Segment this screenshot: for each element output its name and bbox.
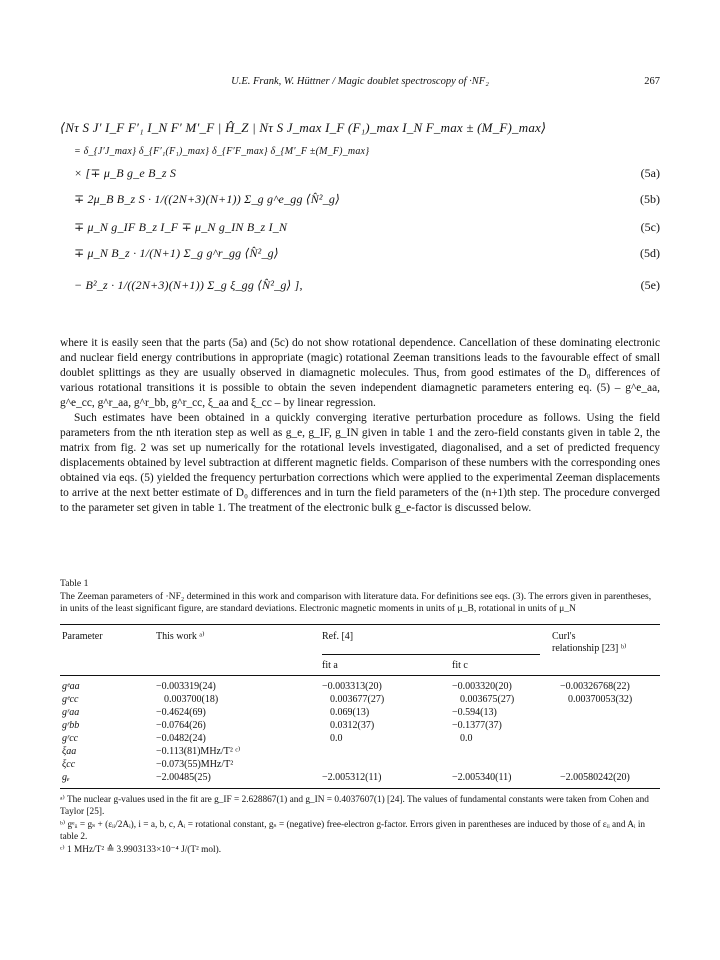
equation-5e: − B²_z · 1/((2N+3)(N+1)) Σ_g ξ_gg ⟨N̂²_g⟩ ], (5e) bbox=[74, 278, 660, 292]
table-cell: −2.00485(25) bbox=[156, 772, 211, 783]
table-cell: −0.0764(26) bbox=[156, 720, 206, 731]
table-bottom-rule bbox=[60, 788, 660, 789]
header-rule bbox=[60, 675, 660, 676]
table-cell-param: gᵉcc bbox=[62, 694, 79, 705]
table-cell: −0.0482(24) bbox=[156, 733, 206, 744]
table-cell-param: ξaa bbox=[62, 746, 77, 757]
equation-5a: × [∓ μ_B g_e B_z S (5a) bbox=[74, 166, 660, 180]
table-caption bbox=[60, 578, 660, 616]
ref-spanner-rule bbox=[322, 654, 540, 655]
table-cell: −0.003320(20) bbox=[452, 681, 512, 692]
table-cell: 0.003677(27) bbox=[330, 694, 385, 705]
header-fit-c: fit c bbox=[452, 660, 468, 671]
table-cell-param: gʳcc bbox=[62, 733, 79, 744]
equation-5c: ∓ μ_N g_IF B_z I_F ∓ μ_N g_IN B_z I_N (5c) bbox=[74, 220, 660, 234]
running-title: U.E. Frank, W. Hüttner / Magic doublet spectroscopy of ·NF₂ bbox=[231, 76, 489, 87]
table-cell-param: gᵉaa bbox=[62, 681, 80, 692]
table-cell-param: gₑ bbox=[62, 772, 70, 783]
table-footnotes bbox=[60, 794, 660, 857]
paragraph: Such estimates have been obtained in a quickly converging iterative perturbation procedure as follows. Using the field parameters from the nth iteration step as well as g_e, g_IF, g_IN given in table 1 and the zero-field constants given in table 2, the matrix from fig. 2 was set up numerically for the rotational levels investigated, diagonalised, and a set of predicted frequency displacements obtained by level subtraction at different magnetic fields. Comparison of these numbers with the corresponding ones obtained via eqs. (5) yielded the frequency perturbation corrections which were applied to the experimental Zeeman displacements to arrive at the next better estimate of D₀ differences and in turn the field parameters of the (n+1)th step. The procedure converged to the parameter set given in table 1. The treatment of the electronic bulk g_e-factor is discussed below. bbox=[60, 412, 660, 514]
table-cell: −0.003313(20) bbox=[322, 681, 382, 692]
header-this-work: This work ᵃ⁾ bbox=[156, 631, 205, 642]
equation-matrix-element: ⟨Nτ S J′ I_F F′₁ I_N F′ M′_F | Ĥ_Z | Nτ S J_max I_F (F₁)_max I_N F_max ± (M_F)_max⟩ bbox=[60, 120, 547, 135]
paragraph: where it is easily seen that the parts (5a) and (5c) do not show rotational dependence. Cancellation of these dominating electronic and nuclear field energy contributions in appropriate (magic) rotational Zeeman transitions leads to the favourable effect of small doublet splittings as they are usually observed in diamagnetic molecules. Thus, from good estimates of the D₀ differences of various rotational transitions it is possible to obtain the seven independent diamagnetic parameters entering eq. (5) – g^e_aa, g^e_cc, g^r_aa, g^r_bb, g^r_cc, ξ_aa and ξ_cc – by linear regression. bbox=[60, 337, 660, 409]
equation-block bbox=[60, 118, 660, 304]
footnote-c: ᶜ⁾ 1 MHz/T² ≙ 3.9903133×10⁻⁴ J/(T² mol). bbox=[60, 845, 222, 855]
header-curl: Curl's bbox=[552, 631, 576, 642]
table-cell: −0.1377(37) bbox=[452, 720, 502, 731]
table-cell: 0.0 bbox=[330, 733, 343, 744]
table-cell: 0.0312(37) bbox=[330, 720, 375, 731]
table-cell: −0.4624(69) bbox=[156, 707, 206, 718]
footnote-b: ᵇ⁾ gᵉᵢᵢ = gₛ + (εᵢᵢ/2Aᵢ), i = a, b, c, Aᵢ = rotational constant, gₛ = (negative) free-electron g-factor. Errors given in parentheses are induced by those of εᵢᵢ and Aᵢ in table 2. bbox=[60, 820, 646, 842]
body-text bbox=[60, 336, 660, 516]
page-number: 267 bbox=[644, 76, 660, 87]
header-ref: Ref. [4] bbox=[322, 631, 354, 642]
table-cell: 0.069(13) bbox=[330, 707, 370, 718]
header-parameter: Parameter bbox=[62, 631, 103, 642]
equation-5b: ∓ 2μ_B B_z S · 1/((2N+3)(N+1)) Σ_g g^e_gg ⟨N̂²_g⟩ (5b) bbox=[74, 192, 660, 206]
table-cell: 0.003675(27) bbox=[460, 694, 515, 705]
table-cell: −0.073(55)MHz/T² bbox=[156, 759, 234, 770]
table-cell-param: gʳbb bbox=[62, 720, 80, 731]
table-cell: −0.594(13) bbox=[452, 707, 497, 718]
table-cell: 0.00370053(32) bbox=[568, 694, 633, 705]
header-fit-a: fit a bbox=[322, 660, 338, 671]
table-cell: −2.005312(11) bbox=[322, 772, 382, 783]
table-cell: −2.005340(11) bbox=[452, 772, 512, 783]
table-cell-param: ξcc bbox=[62, 759, 76, 770]
table-cell: −0.113(81)MHz/T² ᶜ⁾ bbox=[156, 746, 241, 757]
table-cell: −0.003319(24) bbox=[156, 681, 216, 692]
table-label: Table 1 bbox=[60, 578, 89, 589]
equation-delta-line: = δ_{J′J_max} δ_{F′₁(F₁)_max} δ_{F′F_max} δ_{M′_F ±(M_F)_max} bbox=[74, 146, 370, 157]
table-cell: 0.003700(18) bbox=[164, 694, 219, 705]
table-cell: −0.00326768(22) bbox=[560, 681, 630, 692]
table-top-rule bbox=[60, 624, 660, 625]
table-cell: 0.0 bbox=[460, 733, 473, 744]
table-cell-param: gʳaa bbox=[62, 707, 80, 718]
equation-5d: ∓ μ_N B_z · 1/(N+1) Σ_g g^r_gg ⟨N̂²_g⟩ (5d) bbox=[74, 246, 660, 260]
footnote-a: ᵃ⁾ The nuclear g-values used in the fit are g_IF = 2.628867(1) and g_IN = 0.4037607(1) [24]. The values of fundamental constants were taken from Cohen and Taylor [25]. bbox=[60, 795, 649, 817]
header-curl-relationship: relationship [23] ᵇ⁾ bbox=[552, 643, 627, 654]
table-cell: −2.00580242(20) bbox=[560, 772, 630, 783]
running-header bbox=[60, 76, 660, 92]
table-caption-text: The Zeeman parameters of ·NF₂ determined in this work and comparison with literature data. For definitions see eqs. (3). The errors given in parentheses, in units of the least significant figure, are standard deviations. Electronic magnetic moments in units of μ_B, rotational in units of μ_N bbox=[60, 590, 652, 614]
